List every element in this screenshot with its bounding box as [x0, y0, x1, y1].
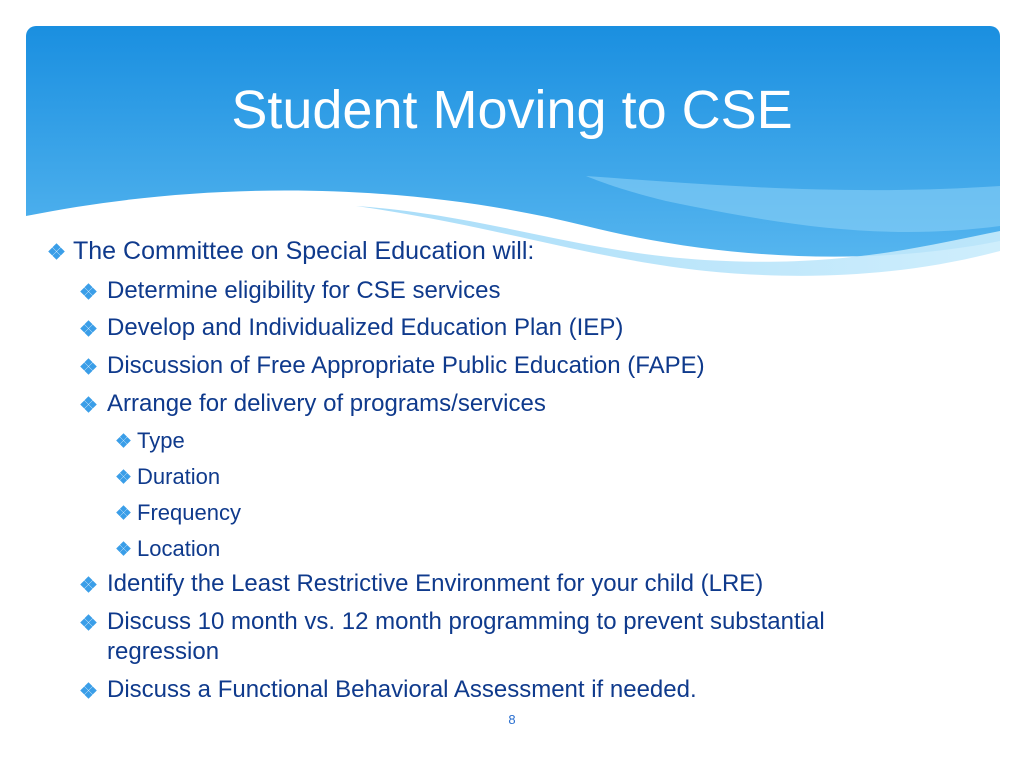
diamond-bullet-icon	[80, 682, 97, 699]
diamond-bullet-icon	[48, 243, 65, 260]
list-item-text: Arrange for delivery of programs/services	[107, 390, 546, 417]
diamond-bullet-icon	[80, 576, 97, 593]
diamond-bullet-icon	[80, 614, 97, 631]
list-item	[48, 236, 534, 266]
list-item	[80, 389, 546, 419]
list-item-text: Determine eligibility for CSE services	[107, 277, 501, 304]
list-item-text: Frequency	[137, 500, 241, 525]
list-item	[80, 569, 763, 599]
list-item-text: Develop and Individualized Education Plan (IEP)	[107, 314, 624, 341]
list-item-text: Discuss 10 month vs. 12 month programming to prevent substantial regression	[107, 608, 825, 665]
list-item-text: Identify the Least Restrictive Environment for your child (LRE)	[107, 570, 764, 597]
list-item	[80, 607, 927, 667]
diamond-bullet-icon	[116, 433, 131, 448]
list-item-text: Location	[137, 536, 221, 561]
diamond-bullet-icon	[80, 320, 97, 337]
page-number: 8	[508, 712, 516, 727]
list-item	[80, 675, 697, 705]
diamond-bullet-icon	[80, 283, 97, 300]
list-item	[116, 535, 220, 563]
list-item-text: Discuss a Functional Behavioral Assessment if needed.	[107, 676, 697, 703]
diamond-bullet-icon	[116, 541, 131, 556]
list-item	[116, 427, 185, 455]
list-item	[80, 313, 623, 343]
diamond-bullet-icon	[80, 358, 97, 375]
diamond-bullet-icon	[80, 396, 97, 413]
list-item	[116, 499, 241, 527]
diamond-bullet-icon	[116, 469, 131, 484]
list-item-text: Discussion of Free Appropriate Public Education (FAPE)	[107, 352, 705, 379]
list-item	[116, 463, 220, 491]
list-item-text: Type	[137, 428, 185, 453]
diamond-bullet-icon	[116, 505, 131, 520]
list-item	[80, 276, 500, 306]
slide-title: Student Moving to CSE	[231, 80, 793, 140]
list-item-text: Duration	[137, 464, 221, 489]
list-item	[80, 351, 705, 381]
list-item-text: The Committee on Special Education will:	[73, 237, 535, 265]
